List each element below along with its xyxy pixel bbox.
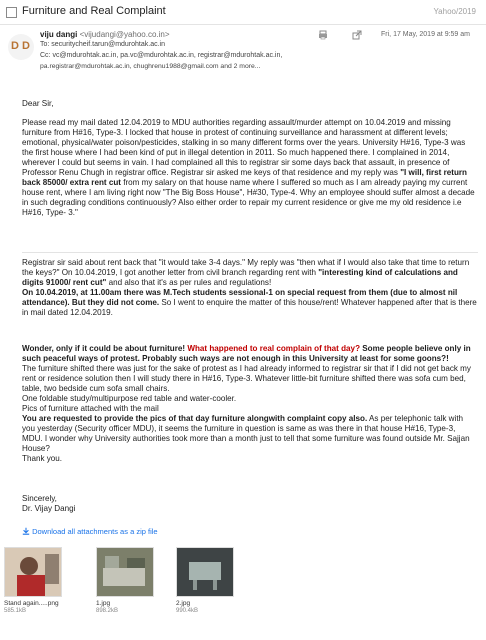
attachment-thumbnail-3[interactable] bbox=[176, 547, 234, 597]
attachment-name-1[interactable]: Stand again.....png bbox=[4, 600, 59, 607]
p1-text: Please read my mail dated 12.04.2019 to MDU authorities regarding assault/murder attempt on 10.04.2019 and missing furniture from H#16, Type-3. I locked that house in protest of continuing surveillance and harassment at different levels; emotional, physical/water poison/pesticides, stalking in so many different forms over the years. University H#16, Type-3 was the first house where I had been kind of put in illegal detention in 2011. So much happened there. I complained in 2014, wherever I could but seems in vain. I had complained all this to registrar sir some days back that assault, in presence of Professor Renu Chugh in registrar office. Registrar sir asked me keys of that residence and my reply was bbox=[22, 118, 466, 177]
to-recipients[interactable]: To: securitycheif.tarun@mdurohtak.ac.in bbox=[40, 41, 165, 48]
attachment-thumbnail-2[interactable] bbox=[96, 547, 154, 597]
avatar[interactable] bbox=[8, 34, 34, 60]
p4-bold-end: Some people believe only in such peaceful ways of protest. Probably such ways are not enough in this University at least for some goons?! bbox=[22, 344, 471, 363]
subject-bar bbox=[0, 0, 486, 25]
download-all-label: Download all attachments as a zip file bbox=[32, 527, 158, 536]
header-actions bbox=[318, 30, 378, 42]
attachment-name-2[interactable]: 1.jpg bbox=[96, 600, 111, 607]
quote-divider bbox=[22, 252, 478, 253]
attachment-size-1: 585.1kB bbox=[4, 608, 27, 614]
sender-email[interactable]: <vijudangi@yahoo.co.in> bbox=[79, 30, 170, 39]
message-signature bbox=[22, 494, 478, 514]
download-all-link[interactable] bbox=[22, 527, 158, 536]
cc-recipients[interactable]: Cc: vc@mdurohtak.ac.in, pa.vc@mdurohtak.ac.in, registrar@mdurohtak.ac.in, bbox=[40, 52, 283, 59]
attachment-size-2: 898.2kB bbox=[96, 608, 119, 614]
download-icon bbox=[22, 527, 30, 535]
photo-furniture-icon bbox=[97, 548, 153, 596]
cc-recipients-more[interactable]: pa.registrar@mdurohtak.ac.in, chughrenu1988@gmail.com and 2 more... bbox=[40, 63, 261, 70]
p8-bold: You are requested to provide the pics of that day furniture alongwith complaint copy also. bbox=[22, 414, 368, 423]
print-icon[interactable] bbox=[318, 30, 328, 40]
p1-bold: "I will, first return back 85000/ extra rent cut bbox=[22, 168, 467, 187]
p2-bold: "interesting kind of calculations and digits 91000/ rent cut" bbox=[22, 268, 458, 287]
message-paragraph-4 bbox=[22, 344, 478, 464]
message-paragraph-2 bbox=[22, 258, 478, 318]
mailbox-folder[interactable]: Yahoo/2019 bbox=[433, 7, 476, 16]
photo-person-icon bbox=[5, 548, 61, 596]
p4-bold: Wonder, only if it could be about furniture! bbox=[22, 344, 186, 353]
p1-text-end: from my salary on that house name where I suffered so much as I am already paying my current house rent, where I am living right now "The Big Boss House", H#30, Type-4. Why an employee should suffer almost a decade in such degrading conditions continuously? Also either order to repair my current residence or give me my old residence i.e H#16, Type- 3." bbox=[22, 178, 475, 217]
email-subject: Furniture and Real Complaint bbox=[22, 5, 166, 17]
attachment-size-3: 990.4kB bbox=[176, 608, 199, 614]
greeting-text: Dear Sir, bbox=[22, 99, 54, 108]
select-checkbox[interactable] bbox=[6, 7, 17, 18]
photo-furniture-icon bbox=[177, 548, 233, 596]
sent-date: Fri, 17 May, 2019 at 9:59 am bbox=[381, 31, 470, 38]
p4-red: What happened to real complain of that day? bbox=[185, 344, 361, 353]
p2-text: Registrar sir said about rent back that "it would take 3-4 days." My reply was "then what if I would also take that time to return the keys?" On 10.04.2019, I got another letter from civil branch regarding rent with bbox=[22, 258, 470, 277]
p5-text: The furniture shifted there was just for the sake of protest as I had already informed to registrar sir that if I did not get back my rent or residence solution then I will study there in H#16, Type-3. Whatever little-bit furniture shifted there was sofa cum bed, table, two bedside cum sofa small chairs. bbox=[22, 364, 471, 393]
p6-text: One foldable study/multipurpose red table and water-cooler. bbox=[22, 394, 237, 403]
p2-text-end: and also that it's as per rules and regulations! bbox=[106, 278, 272, 287]
p8-text: As per telephonic talk with you yesterday (Security officer MDU), it seems the furniture in question is same as was there in that house H#16, Type-3, MDU. I wonder why University authorities took more than a month just to tell that some furniture was found outside Mr. Sajjan House? bbox=[22, 414, 470, 453]
open-in-new-window-icon[interactable] bbox=[352, 30, 362, 40]
p3-text: So I went to enquire the matter of this house/rent! Whatever happened after that is there in mail dated 12.04.2019. bbox=[22, 298, 477, 317]
closing-text: Sincerely, bbox=[22, 494, 57, 503]
attachment-name-3[interactable]: 2.jpg bbox=[176, 600, 191, 607]
p3-bold: On 10.04.2019, at 11.00am there was M.Tech students sessional-1 on special request from them (due to almost nil attendance). But they did not come. bbox=[22, 288, 458, 307]
thanks-text: Thank you. bbox=[22, 454, 63, 463]
message-paragraph-1 bbox=[22, 118, 478, 218]
sender-name[interactable]: viju dangi bbox=[40, 30, 78, 39]
attachment-thumbnail-1[interactable] bbox=[4, 547, 62, 597]
sender-line bbox=[40, 30, 170, 39]
message-greeting bbox=[22, 99, 478, 109]
signature-text: Dr. Vijay Dangi bbox=[22, 504, 76, 513]
p7-text: Pics of furniture attached with the mail bbox=[22, 404, 159, 413]
avatar-initials: D D bbox=[11, 40, 30, 52]
